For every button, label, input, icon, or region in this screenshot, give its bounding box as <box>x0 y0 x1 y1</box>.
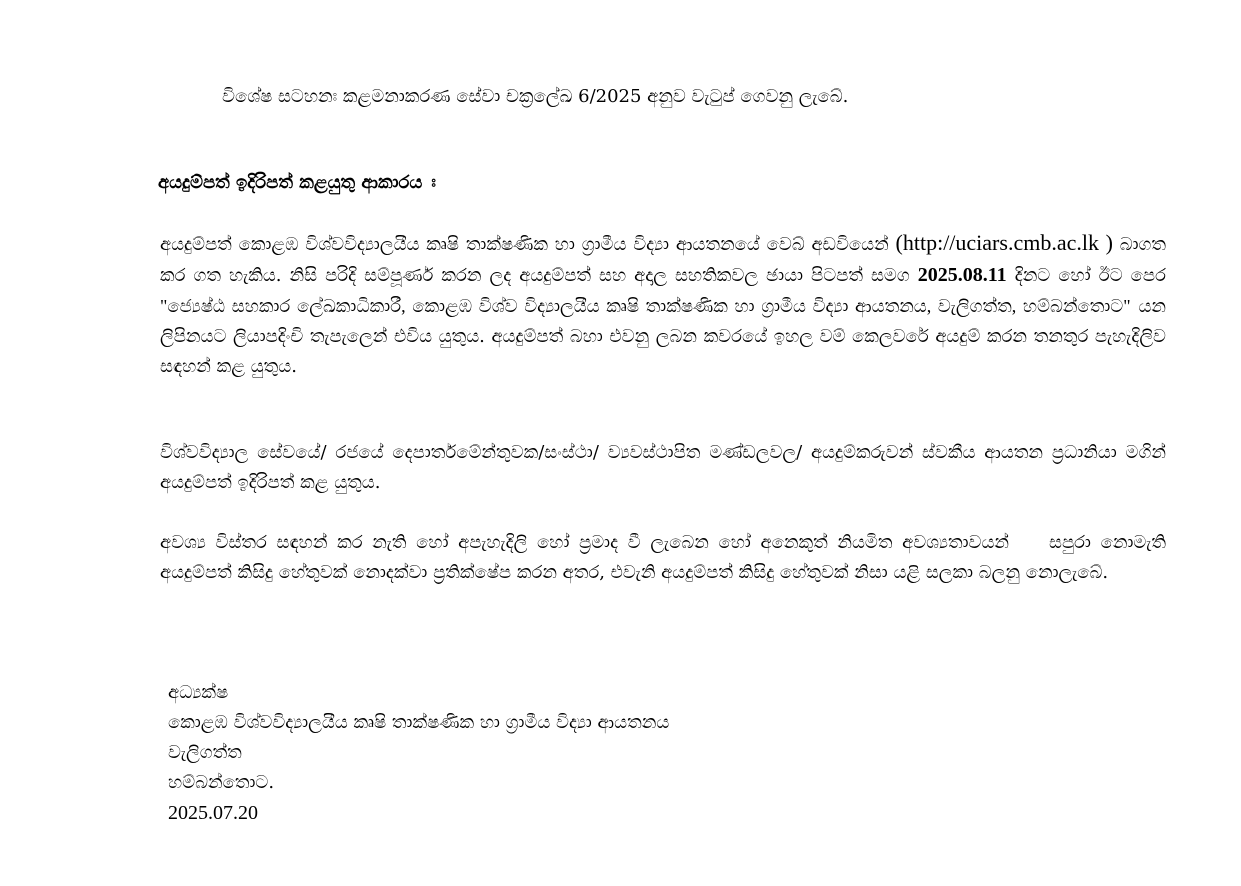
institute-name: කොළඹ විශ්වවිද්‍යාලයීය කෘෂි තාක්ෂණික හා ග්‍රාමීය විද්‍යා ආයතනය <box>168 712 670 733</box>
para1-text-2: බාගත කර ගත හැකිය. නිසි පරිදි සම්පූර්ණ කරන ලද අයදුම්පත් සහ අදාල සහතිකවල ඡායා පිටපත් සමග <box>160 234 1167 286</box>
town-name: වැලිගත්ත <box>168 742 242 763</box>
signature-block <box>168 678 669 828</box>
signatory-title: අධ්‍යක්ෂ <box>168 682 229 703</box>
para3-text-1: අවශ්‍ය විස්තර සඳහන් කර නැති හෝ අපැහැදිලි හෝ ප්‍රමාද වී ලැබෙන හෝ අනෙකුත් නියමිත අවශ්‍යතාවයන් <box>160 532 1010 553</box>
para1-text-3: දිනට හෝ ඊට පෙර <box>1006 265 1166 286</box>
section-heading: අයදුම්පත් ඉදිරිපත් කළයුතු ආකාරය ඃ <box>158 172 436 193</box>
website-url: (http://uciars.cmb.ac.lk ) <box>895 230 1113 255</box>
para1-text-1: අයදුම්පත් කොළඹ විශ්වවිද්‍යාලයීය කෘෂි තාක්ෂණික හා ග්‍රාමීය විද්‍යා ආයතනයේ වෙබ් අඩවියෙන් <box>160 234 896 255</box>
special-note: විශේෂ සටහනඃ කළමනාකරණ සේවා චක්‍රලේඛ 6/2025 අනුව වැටුප් ගෙවනු ලැබේ. <box>222 86 849 107</box>
document-date: 2025.07.20 <box>168 802 258 824</box>
closing-date: 2025.08.11 <box>917 264 1007 286</box>
internal-applicants-paragraph: විශ්වවිද්‍යාල සේවයේ/ රජයේ දෙපාර්තමේන්තුවක/සංස්ථා/ ව්‍යවස්ථාපිත මණ්ඩලවල/ අයදුම්කරුවන් ස්වකීය ආයතන ප්‍රධානියා මගින් අයදුම්පත් ඉදිරිපත් කළ යුතුය. <box>160 442 1166 493</box>
para3-text-2: සපුරා නොමැති අයදුම්පත් කිසිදු හේතුවක් නොදක්වා ප්‍රතික්ෂේප කරන අතර, එවැනි අයදුම්පත් කිසිදු හේතුවක් නිසා යළි සලකා බලනු නොලැබේ. <box>160 532 1166 583</box>
rejection-policy-paragraph <box>160 528 1166 588</box>
application-instructions-paragraph <box>160 228 1166 382</box>
district-name: හම්බන්තොට. <box>168 772 275 793</box>
para1-text-4: යන ලිපිනයට ලියාපදිංචි තැපැලෙන් එවිය යුතුය. අයදුම්පත් බහා එවනු ලබන කවරයේ ඉහල වම් කෙලවරේ අයදුම් කරන තනතුර පැහැදිලිව සඳහන් කළ යුතුය. <box>160 296 1167 377</box>
postal-address: "ජ්‍යෙෂ්ඨ සහකාර ලේඛකාධිකාරී, කොළඹ විශ්ව විද්‍යාලයීය කෘෂි තාක්ෂණික හා ග්‍රාමීය විද්‍යා ආයතනය, වැලිගත්ත, හම්බන්තොට" <box>160 296 1131 316</box>
